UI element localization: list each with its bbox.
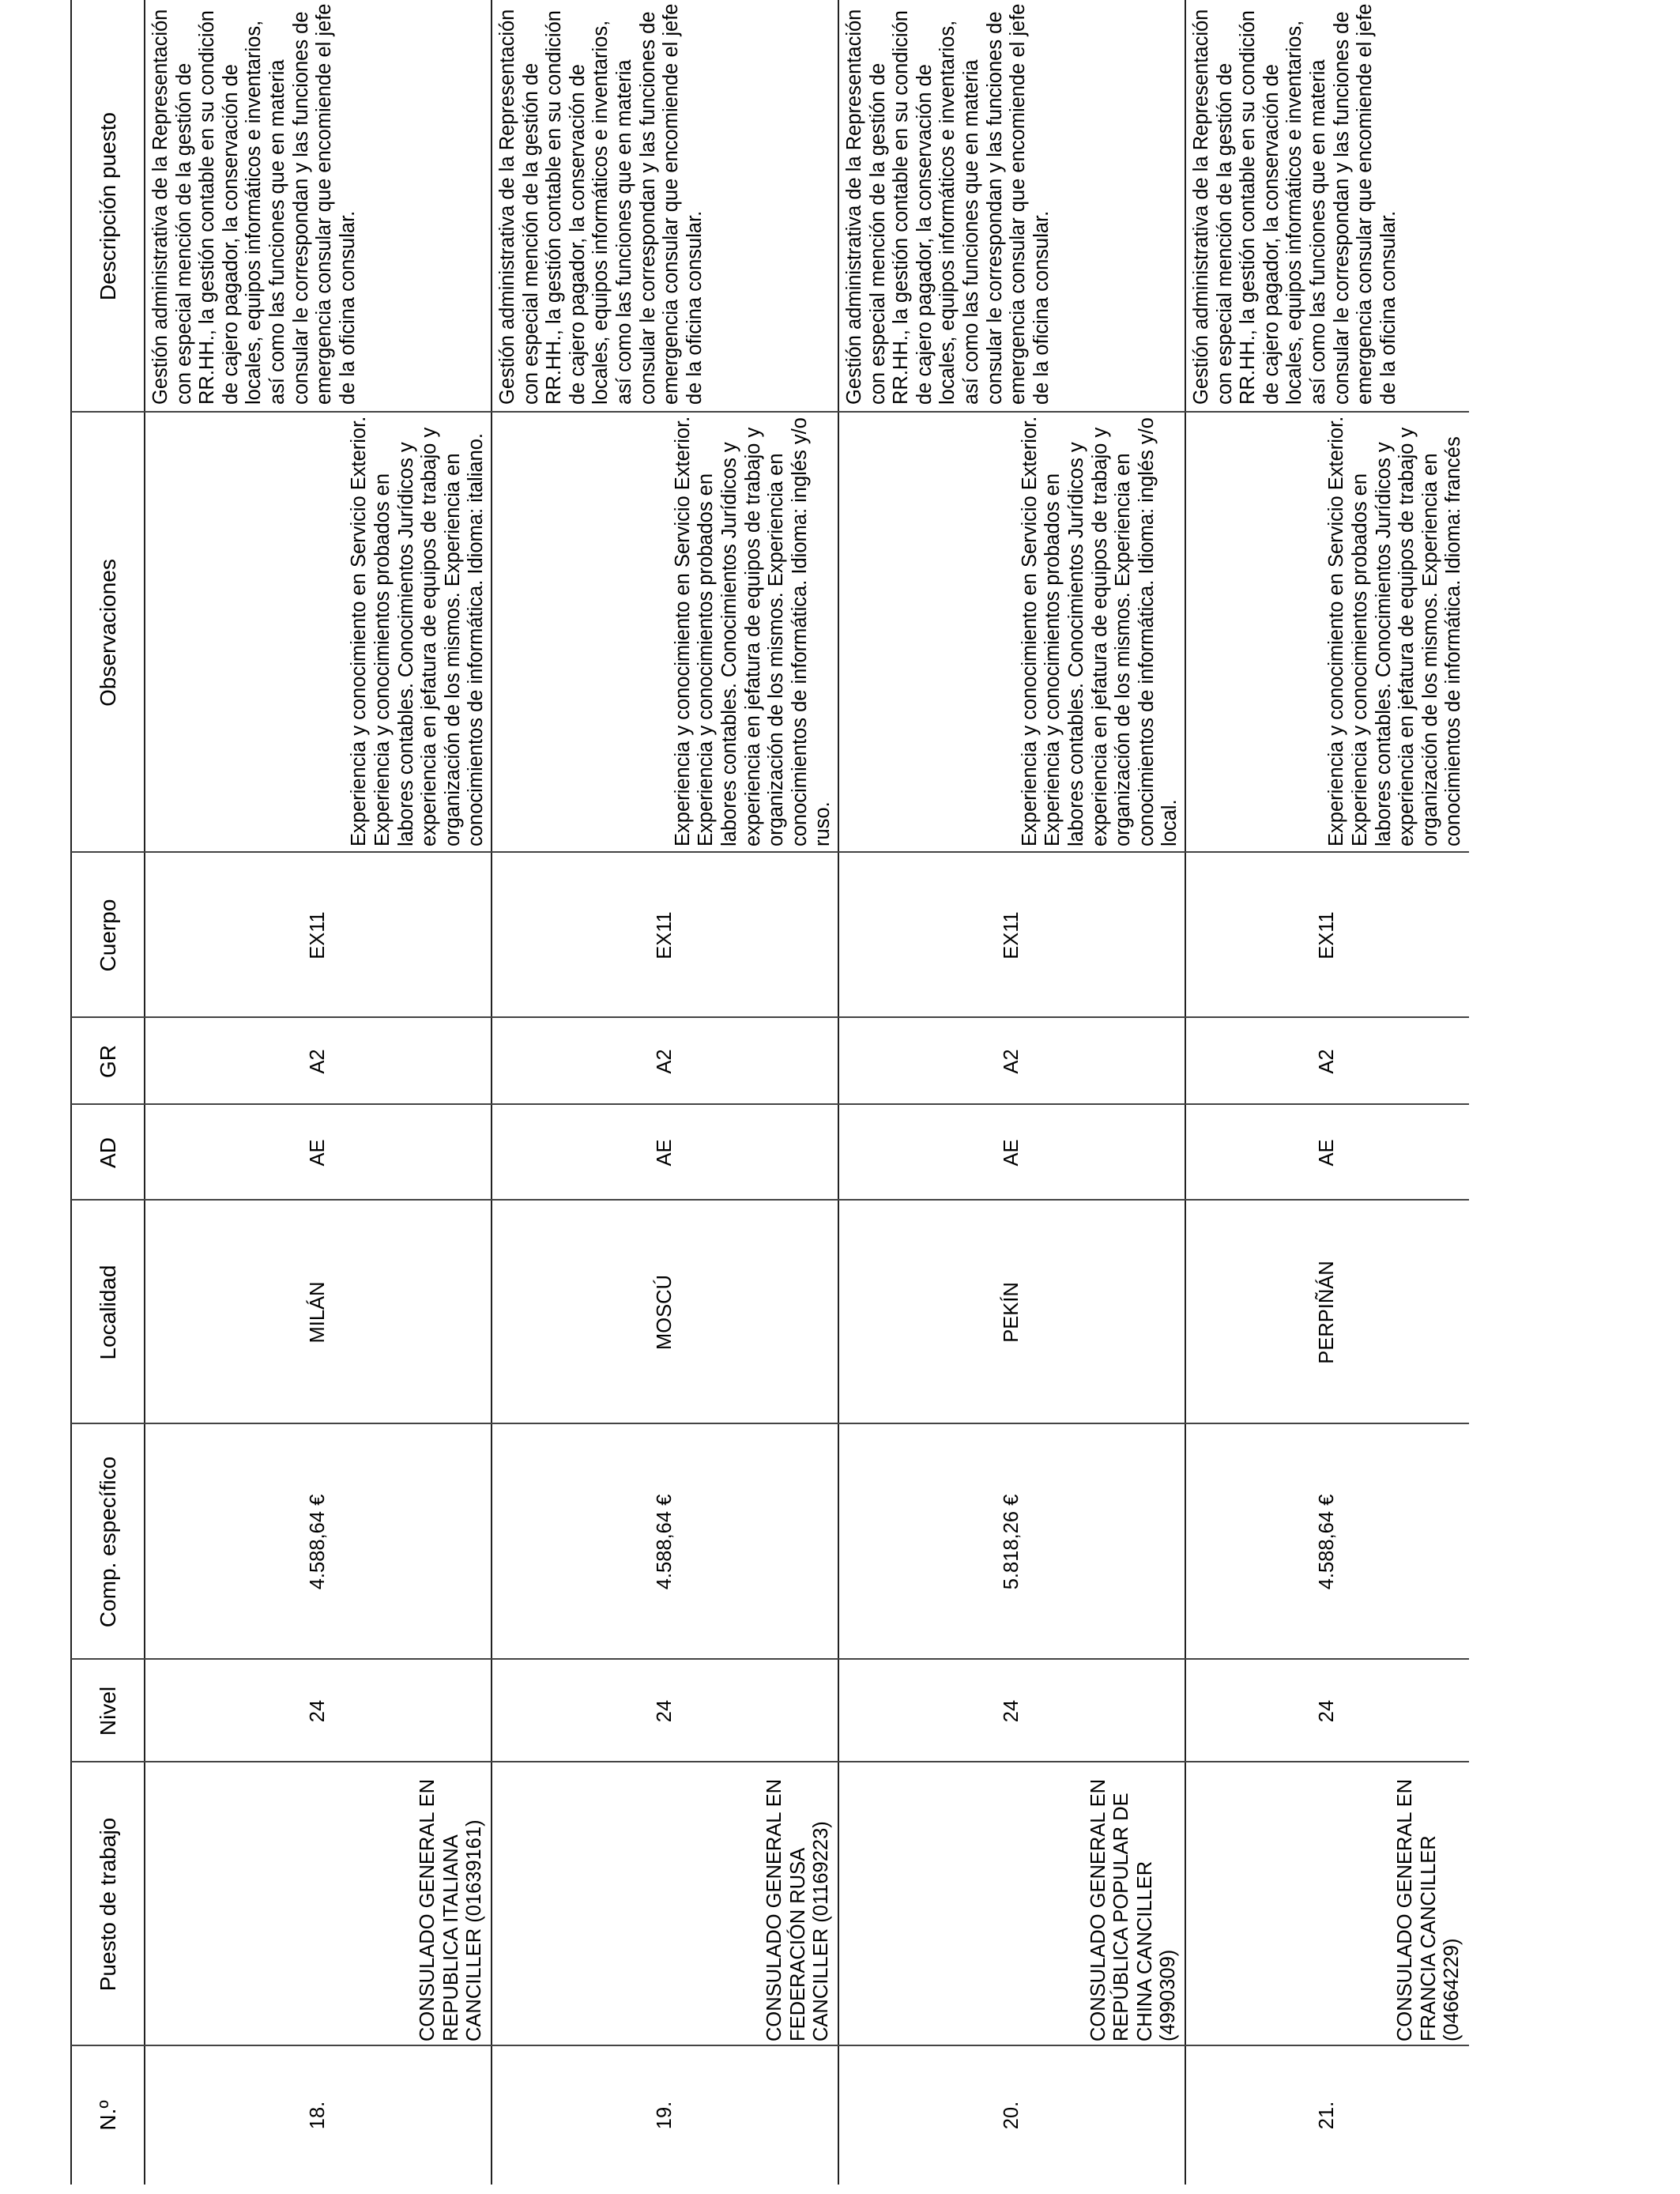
- cell-observaciones: [838, 413, 1185, 853]
- header-gr: [71, 1018, 145, 1105]
- cell-gr: [838, 1018, 1185, 1105]
- header-num: [71, 2046, 145, 2185]
- header-ad: [71, 1105, 145, 1201]
- cell-puesto: [1185, 1762, 1469, 2046]
- cell-num: [145, 2046, 492, 2185]
- cell-observaciones: [492, 413, 838, 853]
- puesto-text: CONSULADO GENERAL EN FRANCIA CANCILLER (04664229): [1394, 1778, 1463, 2041]
- header-label: AD: [95, 1137, 120, 1168]
- cell-puesto: [492, 1762, 838, 2046]
- cell-localidad: [1185, 1201, 1469, 1424]
- puesto-text: CONSULADO GENERAL EN REPÚBLICA POPULAR DE CHINA CANCILLER (4990309): [1087, 1778, 1180, 2041]
- puesto-text: CONSULADO GENERAL EN FEDERACIÓN RUSA CANCILLER (01169223): [763, 1778, 833, 2041]
- cell-comp: [1185, 1424, 1469, 1660]
- cell-observaciones: [1185, 413, 1469, 853]
- ad-text: AE: [1000, 1139, 1023, 1167]
- ad-text: AE: [1315, 1139, 1338, 1167]
- cell-descripcion: [492, 0, 838, 413]
- header-label: GR: [95, 1045, 120, 1078]
- cuerpo-text: EX11: [306, 911, 329, 959]
- cell-descripcion: [1185, 0, 1469, 413]
- positions-table: [71, 0, 1469, 2185]
- localidad-text: PEKÍN: [1000, 1282, 1023, 1343]
- localidad-text: MILÁN: [306, 1281, 329, 1344]
- num-text: 20.: [1000, 2101, 1023, 2130]
- puesto-text: CONSULADO GENERAL EN REPUBLICA ITALIANA CANCILLER (01639161): [416, 1778, 486, 2041]
- localidad-text: MOSCÚ: [653, 1275, 676, 1350]
- gr-text: A2: [653, 1049, 676, 1074]
- comp-text: 5.818,26 €: [1000, 1494, 1023, 1590]
- observaciones-text: Experiencia y conocimiento en Servicio Exterior. Experiencia y conocimientos probados en labores contables. Conocimientos Jurídicos y experiencia en jefatura de equipos de trabajo y organización de los mismos. Experiencia en conocimientos de informática. Idioma: inglés y/o ruso.: [671, 416, 834, 846]
- cell-comp: [492, 1424, 838, 1660]
- nivel-text: 24: [1000, 1699, 1023, 1723]
- cell-cuerpo: [145, 853, 492, 1018]
- observaciones-text: Experiencia y conocimiento en Servicio Exterior. Experiencia y conocimientos probados en labores contables. Conocimientos Jurídicos y experiencia en jefatura de equipos de trabajo y organización de los mismos. Experiencia en conocimientos de informática. Idioma: inglés y/o local.: [1018, 416, 1181, 846]
- gr-text: A2: [306, 1049, 329, 1074]
- header-label: Nivel: [95, 1686, 120, 1736]
- cell-comp: [838, 1424, 1185, 1660]
- cuerpo-text: EX11: [1000, 911, 1023, 959]
- header-label: Puesto de trabajo: [95, 1817, 120, 1992]
- ad-text: AE: [306, 1139, 329, 1167]
- cell-nivel: [1185, 1660, 1469, 1762]
- header-label: Observaciones: [95, 559, 120, 707]
- cell-ad: [1185, 1105, 1469, 1201]
- ad-text: AE: [653, 1139, 676, 1167]
- num-text: 18.: [306, 2101, 329, 2130]
- cuerpo-text: EX11: [653, 911, 676, 959]
- header-label: Cuerpo: [95, 899, 120, 972]
- nivel-text: 24: [306, 1699, 329, 1723]
- cell-gr: [492, 1018, 838, 1105]
- comp-text: 4.588,64 €: [306, 1494, 329, 1590]
- cell-ad: [145, 1105, 492, 1201]
- cell-descripcion: [838, 0, 1185, 413]
- descripcion-text: Gestión administrativa de la Representación con especial mención de la gestión de RR.HH., la gestión contable en su condición de cajero pagador, la conservación de locales, equipos informáticos e inventarios, así como las funciones que en materia consular le correspondan y las funciones de emergencia consular que encomiende el jefe de la oficina consular.: [1190, 3, 1399, 405]
- localidad-text: PERPIÑÁN: [1315, 1261, 1338, 1364]
- cell-nivel: [492, 1660, 838, 1762]
- cell-num: [492, 2046, 838, 2185]
- header-localidad: [71, 1201, 145, 1424]
- num-text: 21.: [1315, 2101, 1338, 2130]
- observaciones-text: Experiencia y conocimiento en Servicio Exterior. Experiencia y conocimientos probados en labores contables. Conocimientos Jurídicos y experiencia en jefatura de equipos de trabajo y organización de los mismos. Experiencia en conocimientos de informática. Idioma: italiano.: [348, 416, 488, 846]
- gr-text: A2: [1315, 1049, 1338, 1074]
- cell-ad: [838, 1105, 1185, 1201]
- nivel-text: 24: [1315, 1699, 1338, 1723]
- gr-text: A2: [1000, 1049, 1023, 1074]
- cell-num: [838, 2046, 1185, 2185]
- cell-cuerpo: [838, 853, 1185, 1018]
- header-nivel: [71, 1660, 145, 1762]
- header-puesto: [71, 1762, 145, 2046]
- header-comp: [71, 1424, 145, 1660]
- header-observaciones: [71, 413, 145, 853]
- num-text: 19.: [653, 2101, 676, 2130]
- observaciones-text: Experiencia y conocimiento en Servicio Exterior. Experiencia y conocimientos probados en labores contables. Conocimientos Jurídicos y experiencia en jefatura de equipos de trabajo y organización de los mismos. Experiencia en conocimientos de informática. Idioma: francés: [1325, 416, 1465, 846]
- comp-text: 4.588,64 €: [653, 1494, 676, 1590]
- nivel-text: 24: [653, 1699, 676, 1723]
- cell-comp: [145, 1424, 492, 1660]
- header-cuerpo: [71, 853, 145, 1018]
- cell-descripcion: [145, 0, 492, 413]
- cell-gr: [1185, 1018, 1469, 1105]
- cell-localidad: [838, 1201, 1185, 1424]
- cell-gr: [145, 1018, 492, 1105]
- cell-nivel: [838, 1660, 1185, 1762]
- header-label: N.º: [95, 2100, 120, 2131]
- header-label: Descripción puesto: [95, 111, 120, 301]
- cell-nivel: [145, 1660, 492, 1762]
- descripcion-text: Gestión administrativa de la Representación con especial mención de la gestión de RR.HH., la gestión contable en su condición de cajero pagador, la conservación de locales, equipos informáticos e inventarios, así como las funciones que en materia consular le correspondan y las funciones de emergencia consular que encomiende el jefe de la oficina consular.: [843, 3, 1053, 405]
- header-label: Comp. específico: [95, 1456, 120, 1628]
- descripcion-text: Gestión administrativa de la Representación con especial mención de la gestión de RR.HH., la gestión contable en su condición de cajero pagador, la conservación de locales, equipos informáticos e inventarios, así como las funciones que en materia consular le correspondan y las funciones de emergencia consular que encomiende el jefe de la oficina consular.: [149, 3, 359, 405]
- header-label: Localidad: [95, 1265, 120, 1360]
- cell-num: [1185, 2046, 1469, 2185]
- cell-localidad: [145, 1201, 492, 1424]
- cuerpo-text: EX11: [1315, 911, 1338, 959]
- cell-puesto: [145, 1762, 492, 2046]
- cell-observaciones: [145, 413, 492, 853]
- cell-cuerpo: [1185, 853, 1469, 1018]
- header-descripcion: [71, 0, 145, 413]
- comp-text: 4.588,64 €: [1315, 1494, 1338, 1590]
- cell-localidad: [492, 1201, 838, 1424]
- cell-ad: [492, 1105, 838, 1201]
- cell-cuerpo: [492, 853, 838, 1018]
- cell-puesto: [838, 1762, 1185, 2046]
- descripcion-text: Gestión administrativa de la Representación con especial mención de la gestión de RR.HH., la gestión contable en su condición de cajero pagador, la conservación de locales, equipos informáticos e inventarios, así como las funciones que en materia consular le correspondan y las funciones de emergencia consular que encomiende el jefe de la oficina consular.: [496, 3, 706, 405]
